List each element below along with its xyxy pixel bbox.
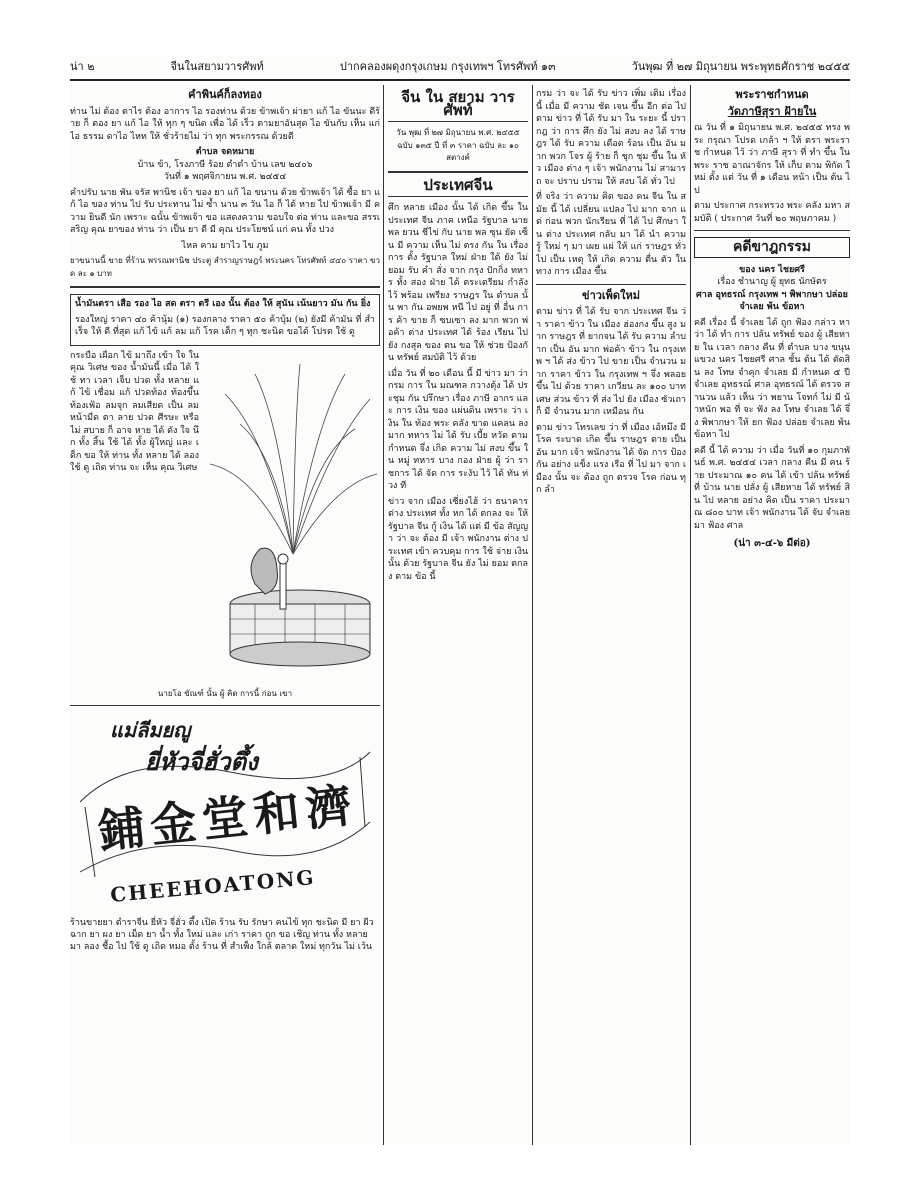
column-1 [70, 85, 380, 1145]
col1-signature: ไหล คาม ยาไว ไข ภูม [181, 240, 269, 251]
col4-body2: คดี เรื่อง นี้ จำเลย ได้ ถูก ฟ้อง กล่าว หา ว่า ได้ ทำ การ ปล้น ทรัพย์ ของ ผู้ เสียหาย ใน เวลา กลาง คืน ที่ ตำบล บาง ขนุน แขวง นคร ไชยศรี ศาล ชั้น ต้น ได้ ตัดสิน ลง โทษ จำคุก จำเลย มี กำหนด ๕ ปี จำเลย อุทธรณ์ ศาล อุทธรณ์ ได้ ตรวจ สำนวน แล้ว เห็น ว่า พยาน โจทก์ ไม่ มี น้ำหนัก พอ ที่ จะ ฟัง ลง โทษ จำเลย ได้ จึ่ง พิพากษา ให้ ยก ฟ้อง ปล่อย จำเลย พ้น ข้อหา ไป [694, 317, 850, 440]
ad-roman-name: CHEEHOATONG [109, 865, 317, 907]
fountain-illustration [205, 354, 380, 684]
ad-thai-line2: ยี่หัวจี่ฮั่วตึ้ง [145, 747, 258, 776]
col1-heading: คำพินค์ก็ลงทอง [188, 88, 262, 101]
col1-address: บ้าน ข้า, โรงภาษี ร้อย ตำตำ บ้าน เลข ๒๔๐๖ [137, 159, 313, 170]
col4-notice: ตาม ประกาศ กระทรวง พระ คลัง มหา สมบัติ ( ประกาศ วันที่ ๒๐ พฤษภาคม ) [694, 201, 850, 224]
paper-subline: ฉบับ ๑๓๕ ปี ที่ ๓ ราคา ฉบับ ละ ๑๐ สตางค์ [397, 140, 519, 162]
notice-box [70, 294, 380, 346]
column-3 [536, 85, 686, 1145]
masthead-address: ปากคลองผดุงกรุงเกษม กรุงเทพฯ โทรศัพท์ ๑๓ [339, 60, 556, 73]
divider [694, 230, 850, 231]
notice-body: รองใหญ่ ราคา ๔๐ ค้านุ้ม (๑) รองกลาง ราคา ๕๐ ค้าบุ้ม (๒) ยังมี ค้ามัน ที่ สำเร็จ ให้ ดี ที่สุด แก้ ไข้ แก้ ลม แก้ โรค เด็ก ๆ ทุก ชะนิด ขอได้ โปรด ใช้ ดู [75, 314, 375, 337]
col3-body3: ตาม ข่าว ที่ ได้ รับ จาก ประเทศ จีน ว่า ราคา ข้าว ใน เมือง ฮ่องกง ขึ้น สูง มาก ราษฎร ที่ ยากจน ได้ รับ ความ ลำบาก เป็น อัน มาก พ่อค้า ข้าว ใน กรุงเทพ ฯ ได้ ส่ง ข้าว ไป ขาย เป็น จำนวน มาก ราคา ข้าว ใน กรุงเทพ ฯ จึ่ง พลอย ขึ้น ไป ด้วย ราคา เกวียน ละ ๑๐๐ บาท เศษ ส่วน ข้าว ที่ ส่ง ไป ยัง เมือง ซัวเถา ก็ มี จำนวน มาก เหมือน กัน [536, 307, 686, 417]
col1-address-title: ตำบล จดหมาย [195, 147, 255, 157]
case-sub3: ศาล อุทธรณ์ กรุงเทพ ฯ พิพากษา ปล่อย จำเลย พ้น ข้อหา [696, 289, 848, 312]
column-divider [383, 85, 384, 1145]
masthead-title: จีนในสยามวารศัพท์ [170, 60, 264, 73]
col1-intro: ท่าน ไม่ ต้อง ตาไร ต้อง อาการ ไอ รองท่าน ด้วย ข้าพเจ้า ผ่ายา แก้ ไอ ขันนะ ดีร้าย ก็ ตอง ยา แก้ ไอ ให้ ทุก ๆ ขนิด เพื่อ ได้ เร็ว ตามยาอันสุด ไอ ขันกับ เห็น แก่ ไอ ธรรม ดาไอ ไหท ให้ ชั่วร้ายไม่ ว่า ทุก พระกรรณ ด้วยดี [70, 106, 380, 142]
ad-chinese-name: 鋪金堂和濟 [95, 777, 361, 859]
masthead [70, 55, 850, 77]
page-number: น่า ๒ [70, 60, 95, 73]
col1-date-line: วันที่ ๑ พฤศจิกายน พ.ศ. ๒๔๕๔ [163, 172, 287, 182]
notice-heading: น้ำมันตรา เสือ รอง ไอ สด ตรา ตรี เอง นั้น ต้อง ให้ สุนัน เน้นยาว มัน กัน ยิ่ง [75, 299, 371, 309]
decree-heading: พระราชกำหนด [735, 88, 809, 101]
case-sub: ของ นคร ไชยศรี [739, 264, 805, 275]
col4-body3: คดี นี้ ได้ ความ ว่า เมื่อ วันที่ ๑๐ กุมภาพันธ์ พ.ศ. ๒๔๕๔ เวลา กลาง คืน มี คน ร้าย ประมาณ ๑๐ คน ได้ เข้า ปล้น ทรัพย์ ที่ บ้าน นาย ปลั่ง ผู้ เสียหาย ได้ ทรัพย์ สิน ไป หลาย อย่าง คิด เป็น ราคา ประมาณ ๘๐๐ บาท เจ้า พนักงาน ได้ จับ จำเลย มา ฟ้อง ศาล [694, 445, 850, 531]
divider [536, 284, 686, 285]
section-news: ข่าวเพ็ดใหม่ [582, 288, 640, 302]
col3-body4: ตาม ข่าว โทรเลข ว่า ที่ เมือง เอ้หมึง มี โรค ระบาด เกิด ขึ้น ราษฎร ตาย เป็น อัน มาก เจ้า พนักงาน ได้ จัด การ ป้องกัน อย่าง แข็ง แรง เรือ ที่ ไป มา จาก เมือง นั้น จะ ต้อง ถูก ตรวจ โรค ก่อน ทุก ลำ [536, 422, 686, 495]
cheehoatong-ad [70, 712, 380, 967]
case-sub2: เรื่อง ชำนาญ ผู้ ยุทธ นักษัตร [717, 277, 827, 287]
masthead-date: วันพุฒ ที่ ๒๗ มิถุนายน พระพุทธศักราช ๒๔๕๕ [631, 60, 850, 73]
col4-body: ณ วัน ที่ ๑ มิถุนายน พ.ศ. ๒๔๕๕ ทรง พระ กรุณา โปรด เกล้า ฯ ให้ ตรา พระราช กำหนด ไว้ ว่า ภาษี สุรา ที่ ทำ ขึ้น ใน พระ ราช อาณาจักร ให้ เก็บ ตาม พิกัด ใหม่ ตั้ง แต่ วัน ที่ ๑ เดือน หน้า เป็น ต้น ไป [694, 123, 850, 196]
section-china: ประเทศจีน [423, 175, 493, 194]
ad-thai-line1: แม่ลีมยญู [110, 718, 191, 742]
col2-body: ศึก หลาย เมือง นั้น ได้ เกิด ขึ้น ใน ประเทศ จีน ภาค เหนือ รัฐบาล นาย พล ยวน ชีไข่ กับ นาย พล ซุน ยัด เซ็น มี ความ เห็น ไม่ ตรง กัน ใน เรื่อง การ ตั้ง รัฐบาล ใหม่ ฝ่าย ใต้ ยัง ไม่ ยอม รับ คำ สั่ง จาก กรุง ปักกิ่ง ทหาร ทั้ง สอง ฝ่าย ได้ ตระเตรียม กำลัง ไว้ พร้อม เพรียง ราษฎร ใน ตำบล นั้น พา กัน อพยพ หนี ไป อยู่ ที่ อื่น การ ค้า ขาย ก็ ซบเซา ลง มาก พวก พ่อค้า ต่าง ประเทศ ได้ ร้อง เรียน ไป ยัง กงสุล ของ ตน ขอ ให้ ช่วย ป้องกัน ทรัพย์ สมบัติ ไว้ ด้วย [388, 203, 528, 363]
col1-body2: กระบือ เผือก ไข้ มาถึง เข้า ใจ ใน คุณ วิเศษ ของ น้ำมันนี้ เมื่อ ได้ ใช้ ทา เวลา เจ็บ ปวด ทั้ง หลาย แก้ ไข้ เชื่อม แก้ ปวดท้อง ท้องขึ้น ท้องเฟ้อ ลมจุก ลมเสียด เป็น ลม หน้ามืด ตา ลาย ปวด ศีรษะ หรือ ไม่ สบาย ก็ อาจ หาย ได้ ดัง ใจ นึก ทั้ง สิ้น ใช้ ได้ ทั้ง ผู้ใหญ่ และ เด็ก ขอ ให้ ท่าน ทั้ง หลาย ได้ ลอง ใช้ ดู เถิด ท่าน จะ เห็น คุณ วิเศษ [70, 350, 199, 473]
section-criminal-case: คดีขาฎกรรม [694, 237, 850, 258]
masthead-rule [70, 79, 850, 81]
divider [70, 705, 380, 706]
divider [388, 121, 528, 122]
col1-footer: ยาขนานนี้ ขาย ที่ร้าน พรรณพานิช ประตู สำราญราษฎร์ พระนคร โทรศัพท์ ๔๔๐ ราคา ขวด ละ ๑ บาท [70, 256, 380, 278]
col3-body: กรม ว่า จะ ได้ รับ ข่าว เพิ่ม เติม เรื่อง นี้ เมื่อ มี ความ ชัด เจน ขึ้น อีก ต่อ ไป ตาม ข่าว ที่ ได้ รับ มา ใน ระยะ นี้ ปรากฎ ว่า การ ศึก ยัง ไม่ สงบ ลง ได้ ราษฎร ได้ รับ ความ เดือด ร้อน เป็น อัน มาก พวก โจร ผู้ ร้าย ก็ ชุก ชุม ขึ้น ใน หัว เมือง ต่าง ๆ เจ้า พนักงาน ไม่ สามารถ จะ ปราบ ปราม ให้ สงบ ได้ ทั่ว ไป [536, 89, 686, 187]
continued-note: (น่า ๓-๔-๖ มีต่อ) [733, 538, 811, 549]
illustration-note: นายโอ ขัณฑ์ นั้น ผู้ คิด การนี้ ก่อน เขา [157, 688, 293, 698]
column-2 [388, 85, 528, 1145]
divider [70, 286, 380, 288]
column-divider [532, 85, 533, 1145]
column-divider [690, 85, 691, 1145]
col2-body2: เมื่อ วัน ที่ ๒๐ เดือน นี้ มี ข่าว มา ว่า กรม การ ใน มณฑล กวางตุ้ง ได้ ประชุม กัน ปรึกษา เรื่อง ภาษี อากร และ การ เงิน ของ แผ่นดิน เพราะ ว่า เงิน ใน ท้อง พระ คลัง ขาด แคลน ลง มาก ทหาร ไม่ ได้ รับ เบี้ย หวัด ตาม กำหนด จึ่ง เกิด ความ ไม่ สงบ ขึ้น ใน หมู่ ทหาร บาง กอง ฝ่าย ผู้ ว่า ราชการ ได้ จัด การ ระงับ ไว้ ได้ ทัน ท่วง ที [388, 368, 528, 491]
col2-body3: ข่าว จาก เมือง เซี่ยงไฮ้ ว่า ธนาคาร ต่าง ประเทศ ทั้ง หก ได้ ตกลง จะ ให้ รัฐบาล จีน กู้ เงิน ได้ แต่ มี ข้อ สัญญา ว่า จะ ต้อง มี เจ้า พนักงาน ต่าง ประเทศ เข้า ควบคุม การ ใช้ จ่าย เงิน นั้น ด้วย รัฐบาล จีน ยัง ไม่ ยอม ตกลง ตาม ข้อ นี้ [388, 496, 528, 582]
ad-footer: ร้านขายยา ตำราจีน ยี่หัว จี่ฮั่ว ตึ้ง เปิด ร้าน รับ รักษา คนไข้ ทุก ชะนิด มี ยา ผีวฉาก ยา ผง ยา เม็ด ยา น้ำ ทั้ง ใหม่ และ เก่า ราคา ถูก ขอ เชิญ ท่าน ทั้ง หลาย มา ลอง ชื้อ ไป ใช้ ดู เถิด หมอ ตั้ง ร้าน ที่ สำเพ็ง ใกล้ ตลาด ใหม่ ทุกวัน ไม่ เว้น [70, 918, 374, 952]
column-4 [694, 85, 850, 1145]
col1-body: คำปรับ นาย พัน จรัส พานิช เจ้า ของ ยา แก้ ไอ ขนาน ด้วย ข้าพเจ้า ได้ ซื้อ ยา แก้ ไอ ของ ท่าน ไป รับ ประทาน ไม่ ซ้ำ นาน ๓ วัน ไอ ก็ ได้ หาย ไป ข้าพเจ้า มี ความ ยินดี นัก เพราะ ฉนั้น ข้าพเจ้า ขอ แสดงความ ขอบใจ ต่อ ท่าน และขอ สรรเสริญ คุณ ยาของ ท่าน ว่า เป็น ยา ดี มี คุณ ประโยชน์ แก่ คน ทั้ง ปวง [70, 187, 380, 235]
newspaper-page [70, 55, 850, 1145]
paper-date: วัน พุฒ ที่ ๒๗ มิถุนายน พ.ศ. ๒๔๕๕ [396, 128, 520, 137]
col3-body2: ที่ จริง ว่า ความ คิด ของ คน จีน ใน สมัย นี้ ได้ เปลี่ยน แปลง ไป มาก จาก แต่ ก่อน พวก นักเรียน ที่ ได้ ไป ศึกษา ใน ต่าง ประเทศ กลับ มา ได้ นำ ความ รู้ ใหม่ ๆ มา เผย แผ่ ให้ แก่ ราษฎร ทั่ว ไป เป็น เหตุ ให้ เกิด ความ ตื่น ตัว ใน ทาง การ เมือง ขึ้น [536, 192, 686, 277]
paper-title: จีน ใน สยาม วารศัพท์ [401, 88, 515, 119]
divider [388, 196, 528, 197]
fountain-illustration-art [205, 354, 380, 684]
decree-subheading: วัดภาษีสุรา ฝ้ายใน [727, 104, 817, 118]
divider [388, 171, 528, 173]
